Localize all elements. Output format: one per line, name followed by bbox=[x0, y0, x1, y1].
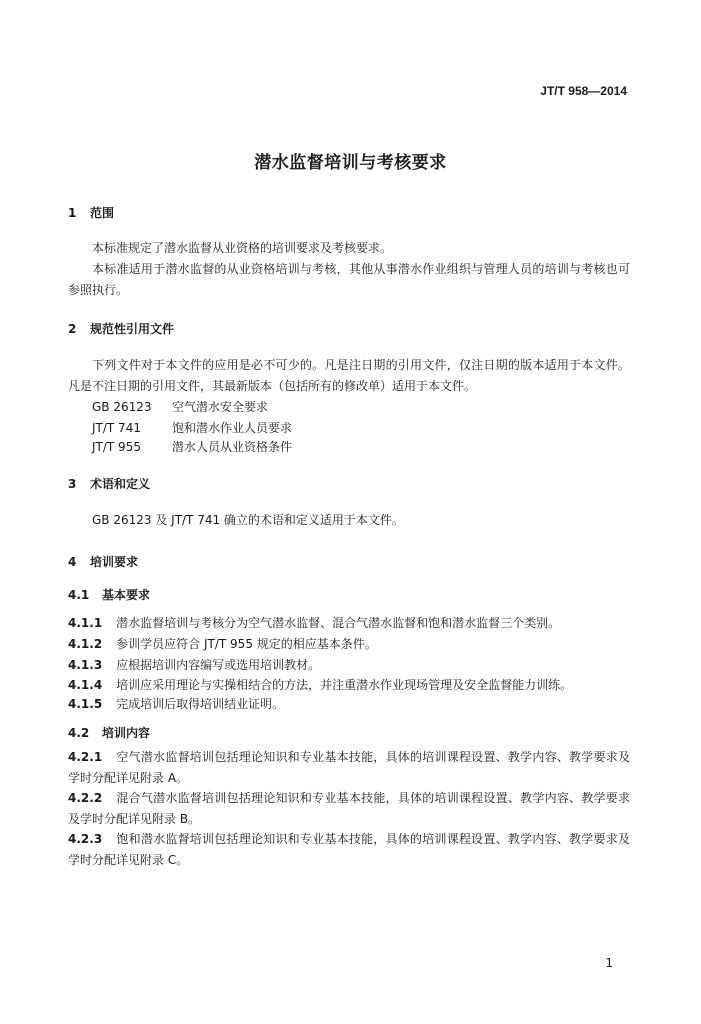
clause-number: 4.2.2 bbox=[68, 791, 103, 805]
clause-number: 4.1.2 bbox=[68, 637, 103, 651]
subsection-title: 基本要求 bbox=[102, 588, 151, 602]
clause-text: 空气潜水监督培训包括理论知识和专业基本技能，具体的培训课程设置、教学内容、教学要求及学时分配详见附录 A。 bbox=[68, 750, 630, 785]
reference-item bbox=[92, 419, 292, 436]
section-number: 4 bbox=[68, 555, 77, 569]
section-heading-normative-references bbox=[68, 320, 174, 337]
reference-code: GB 26123 bbox=[92, 400, 152, 414]
subsection-title: 培训内容 bbox=[102, 726, 151, 740]
section-number: 3 bbox=[68, 477, 77, 491]
section-heading-terms-definitions bbox=[68, 475, 150, 492]
reference-item bbox=[92, 398, 268, 415]
paragraph: 下列文件对于本文件的应用是必不可少的。凡是注日期的引用文件，仅注日期的版本适用于本文件。凡是不注日期的引用文件，其最新版本（包括所有的修改单）适用于本文件。 bbox=[68, 358, 630, 393]
reference-name: 潜水人员从业资格条件 bbox=[172, 440, 293, 454]
subsection-heading-training-content bbox=[68, 724, 150, 741]
clause-number: 4.2.1 bbox=[68, 750, 103, 764]
clause-text: 饱和潜水监督培训包括理论知识和专业基本技能，具体的培训课程设置、教学内容、教学要求及学时分配详见附录 C。 bbox=[68, 832, 630, 867]
page-number: 1 bbox=[605, 956, 613, 970]
clause-text: 潜水监督培训与考核分为空气潜水监督、混合气潜水监督和饱和潜水监督三个类别。 bbox=[116, 616, 561, 630]
section-heading-training-requirements bbox=[68, 553, 138, 570]
clause-item bbox=[68, 747, 630, 789]
section-number: 1 bbox=[68, 206, 77, 220]
paragraph: 本标准规定了潜水监督从业资格的培训要求及考核要求。 bbox=[92, 241, 393, 255]
reference-code: JT/T 955 bbox=[92, 440, 141, 454]
clause-item bbox=[68, 675, 630, 696]
section-heading-scope bbox=[68, 204, 114, 221]
subsection-number: 4.2 bbox=[68, 726, 90, 740]
clause-number: 4.1.1 bbox=[68, 616, 103, 630]
clause-text: 参训学员应符合 JT/T 955 规定的相应基本条件。 bbox=[116, 637, 377, 651]
section-number: 2 bbox=[68, 322, 77, 336]
standard-code: JT/T 958—2014 bbox=[540, 84, 627, 98]
clause-item bbox=[68, 788, 630, 830]
paragraph: GB 26123 及 JT/T 741 确立的术语和定义适用于本文件。 bbox=[92, 513, 404, 527]
clause-item bbox=[68, 829, 630, 871]
subsection-heading-basic-requirements bbox=[68, 586, 150, 603]
clause-text: 培训应采用理论与实操相结合的方法，并注重潜水作业现场管理及安全监督能力训练。 bbox=[116, 678, 573, 692]
clause-number: 4.1.5 bbox=[68, 697, 103, 711]
subsection-number: 4.1 bbox=[68, 588, 90, 602]
clause-item bbox=[68, 613, 630, 634]
section-title: 范围 bbox=[90, 206, 115, 220]
section-title: 术语和定义 bbox=[90, 477, 151, 491]
clause-text: 应根据培训内容编写或选用培训教材。 bbox=[116, 658, 321, 672]
clause-text: 混合气潜水监督培训包括理论知识和专业基本技能，具体的培训课程设置、教学内容、教学要求及学时分配详见附录 B。 bbox=[68, 791, 630, 826]
clause-item bbox=[68, 634, 630, 655]
clause-number: 4.2.3 bbox=[68, 832, 103, 846]
reference-name: 空气潜水安全要求 bbox=[172, 400, 269, 414]
clause-item bbox=[68, 655, 630, 676]
reference-item bbox=[92, 438, 292, 455]
document-title: 潜水监督培训与考核要求 bbox=[254, 153, 447, 173]
reference-name: 饱和潜水作业人员要求 bbox=[172, 421, 293, 435]
clause-number: 4.1.3 bbox=[68, 658, 103, 672]
clause-text: 完成培训后取得培训结业证明。 bbox=[116, 697, 285, 711]
clause-item bbox=[68, 694, 630, 715]
clause-number: 4.1.4 bbox=[68, 678, 103, 692]
section-title: 规范性引用文件 bbox=[90, 322, 175, 336]
paragraph: 本标准适用于潜水监督的从业资格培训与考核，其他从事潜水作业组织与管理人员的培训与考核也可参照执行。 bbox=[68, 262, 630, 297]
section-title: 培训要求 bbox=[90, 555, 139, 569]
reference-code: JT/T 741 bbox=[92, 421, 141, 435]
